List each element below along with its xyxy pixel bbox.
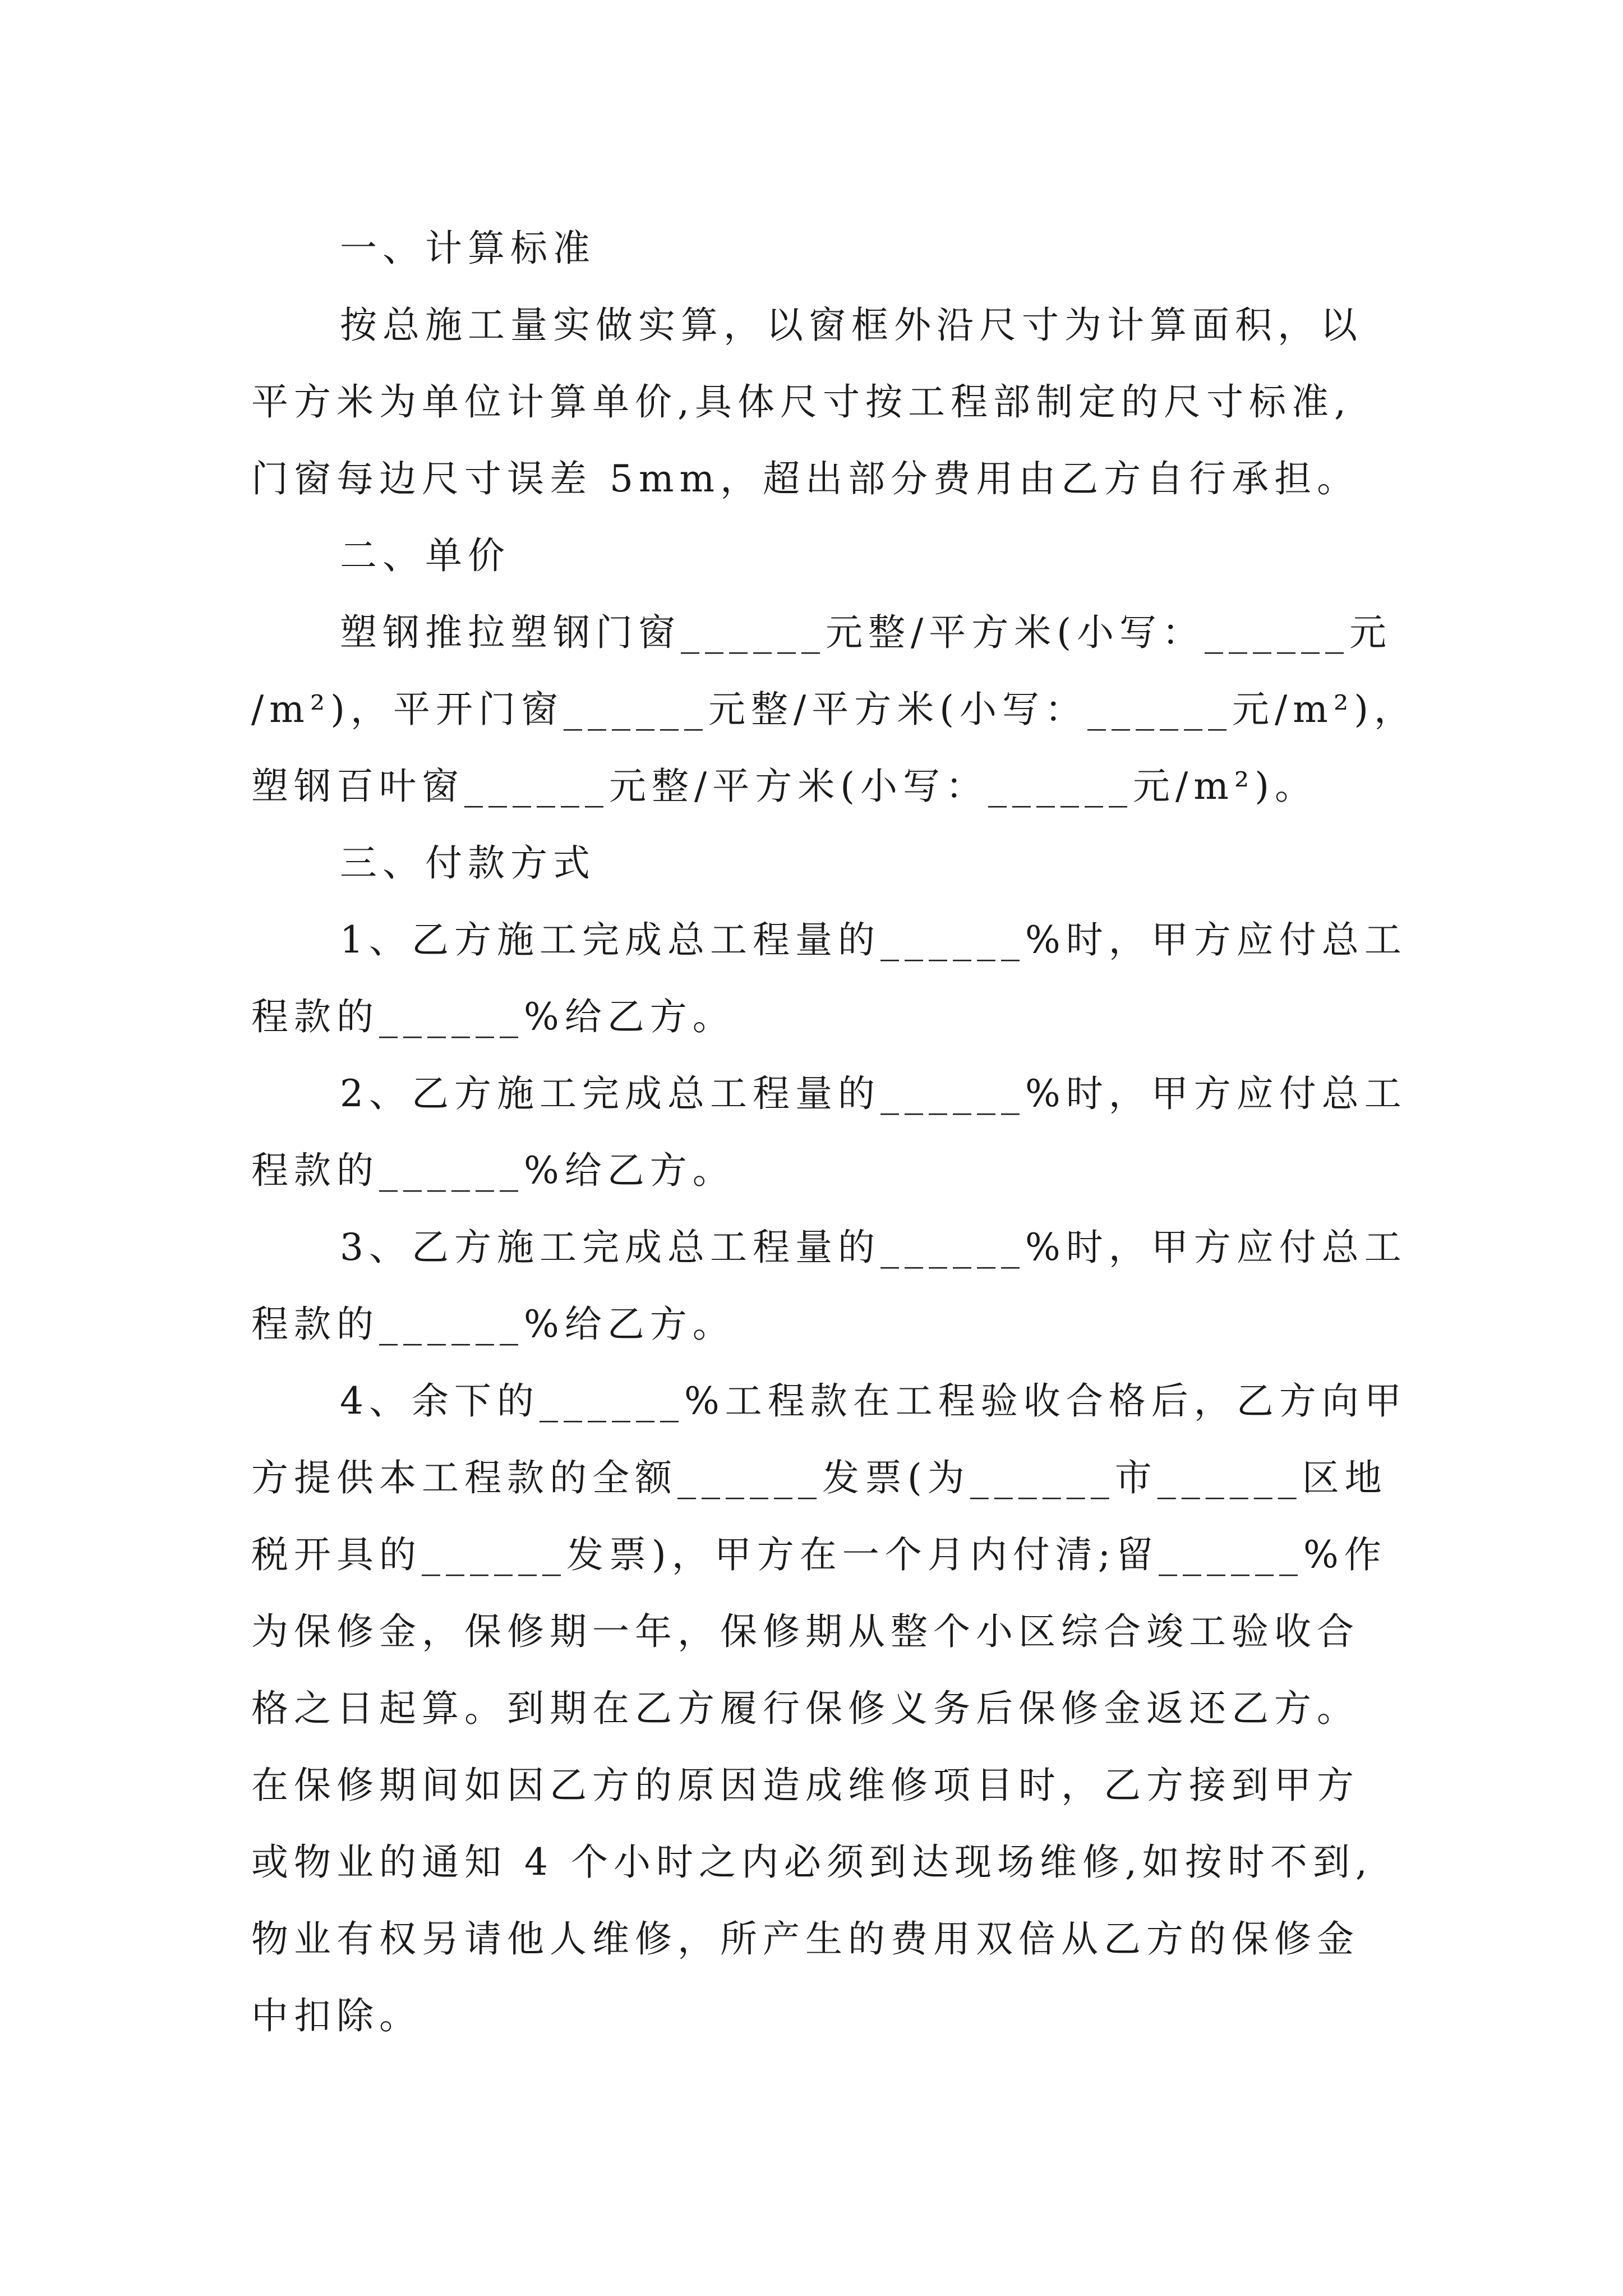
paragraph-line: 平方米为单位计算单价,具体尺寸按工程部制定的尺寸标准, [251,380,1352,424]
paragraph-line: 在保修期间如因乙方的原因造成维修项目时，乙方接到甲方 [251,1764,1359,1807]
paragraph-line: 门窗每边尺寸误差 5mm，超出部分费用由乙方自行承担。 [251,457,1360,500]
section-heading-unit-price: 二、单价 [340,534,510,577]
payment-item-4: 4、余下的______%工程款在工程验收合格后，乙方向甲 [340,1379,1407,1423]
document-body [251,210,1418,2054]
paragraph-line: 程款的______%给乙方。 [251,1303,735,1346]
paragraph-line: 中扣除。 [251,1994,422,2037]
paragraph-line: 格之日起算。到期在乙方履行保修义务后保修金返还乙方。 [251,1687,1359,1730]
payment-item-1: 1、乙方施工完成总工程量的______%时，甲方应付总工 [340,918,1407,961]
paragraph-line: 塑钢推拉塑钢门窗______元整/平方米(小写：______元 [340,611,1392,654]
paragraph-line: 方提供本工程款的全额______发票(为______市______区地 [251,1456,1387,1499]
paragraph-line: 或物业的通知 4 个小时之内必须到达现场维修,如按时不到, [251,1841,1373,1884]
section-heading-calculation: 一、计算标准 [340,227,596,270]
paragraph-line: 按总施工量实做实算，以窗框外沿尺寸为计算面积，以 [340,303,1363,347]
paragraph-line: /m²)，平开门窗______元整/平方米(小写：______元/m²)， [251,688,1417,731]
paragraph-line: 程款的______%给乙方。 [251,1149,735,1192]
paragraph-line: 物业有权另请他人维修，所产生的费用双倍从乙方的保修金 [251,1917,1359,1961]
section-heading-payment: 三、付款方式 [340,841,596,885]
payment-item-3: 3、乙方施工完成总工程量的______%时，甲方应付总工 [340,1226,1407,1269]
paragraph-line: 塑钢百叶窗______元整/平方米(小写：______元/m²)。 [251,765,1318,808]
paragraph-line: 为保修金，保修期一年，保修期从整个小区综合竣工验收合 [251,1610,1359,1653]
paragraph-line: 税开具的______发票)，甲方在一个月内付清;留______%作 [251,1533,1387,1576]
payment-item-2: 2、乙方施工完成总工程量的______%时，甲方应付总工 [340,1072,1407,1115]
paragraph-line: 程款的______%给乙方。 [251,995,735,1038]
